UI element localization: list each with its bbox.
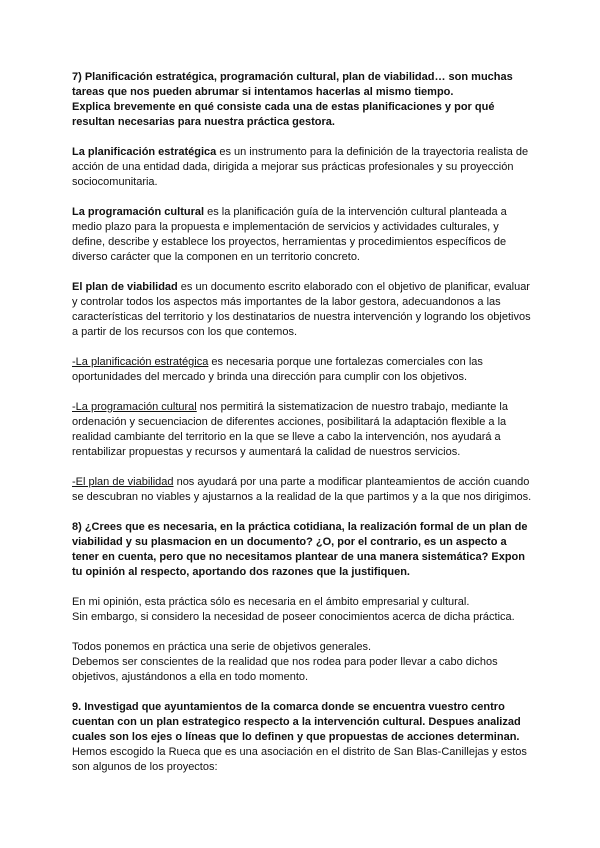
question-8: 8) ¿Crees que es necesaria, en la práctica cotidiana, la realización formal de un plan de viabilidad y su plasmacion en un documento? ¿O, por el contrario, es un aspecto a tener en cuenta, pero que no necesitamos plantear de una manera sistemática? Expon tu opinión al respecto, aportando dos razones que la justifiquen. <box>72 521 528 578</box>
definition-planificacion: La planificación estratégica es un instrumento para la definición de la trayectoria realista de acción de una entidad dada, dirigida a mejorar sus prácticas profesionales y su proyección sociocomunitaria. <box>72 146 529 188</box>
necessity-planificacion: -La planificación estratégica es necesaria porque une fortalezas comerciales con las oportunidades del mercado y brinda una dirección para cumplir con los objetivos. <box>72 356 483 383</box>
answer-8-line-4: Debemos ser conscientes de la realidad que nos rodea para poder llevar a cabo dichos objetivos, ajustándonos a ella en todo momento. <box>72 656 498 683</box>
answer-8-line-1: En mi opinión, esta práctica sólo es necesaria en el ámbito empresarial y cultural. <box>72 596 470 608</box>
question-9: 9. Investigad que ayuntamientos de la comarca donde se encuentra vuestro centro cuentan con un plan estrategico respecto a la intervención cultural. Despues analizad cuales son los ejes o líneas que lo definen y que propuestas de acciones determinan. <box>72 701 521 743</box>
answer-9: Hemos escogido la Rueca que es una asociación en el distrito de San Blas-Canillejas y estos son algunos de los proyectos: <box>72 746 527 773</box>
answer-8-line-2: Sin embargo, si considero la necesidad de poseer conocimientos acerca de dicha práctica. <box>72 611 515 623</box>
necessity-plan-viabilidad: -El plan de viabilidad nos ayudará por una parte a modificar planteamientos de acción cuando se descubran no viables y ajustarnos a la realidad de la que partimos y a la que nos dirigimos. <box>72 476 532 503</box>
necessity-programacion: -La programación cultural nos permitirá la sistematizacion de nuestro trabajo, mediante la ordenación y secuenciacion de diferentes acciones, posibilitará la adaptación flexible a la realidad cambiante del territorio en la que se lleve a cabo la intervención, nos ayudará a rentabilizar propuestas y recursos y aumentará la calidad de nuestros servicios. <box>72 401 508 458</box>
document-page <box>72 70 532 775</box>
question-7: 7) Planificación estratégica, programación cultural, plan de viabilidad… son muchas tareas que nos pueden abrumar si intentamos hacerlas al mismo tiempo. Explica brevemente en qué consiste cada una de estas planificaciones y por qué resultan necesarias para nuestra práctica gestora. <box>72 71 513 128</box>
answer-8-line-3: Todos ponemos en práctica una serie de objetivos generales. <box>72 641 372 653</box>
definition-programacion: La programación cultural es la planificación guía de la intervención cultural planteada a medio plazo para la propuesta e implementación de servicios y actividades culturales, y define, describe y establece los proyectos, herramientas y procedimientos específicos de diverso carácter que la componen en un territorio concreto. <box>72 206 507 263</box>
definition-plan-viabilidad: El plan de viabilidad es un documento escrito elaborado con el objetivo de planificar, evaluar y controlar todos los aspectos más importantes de la labor gestora, adecuandonos a las características del territorio y los destinatarios de nuestra intervención y logrando los objetivos a partir de los recursos con los que contemos. <box>72 281 531 338</box>
